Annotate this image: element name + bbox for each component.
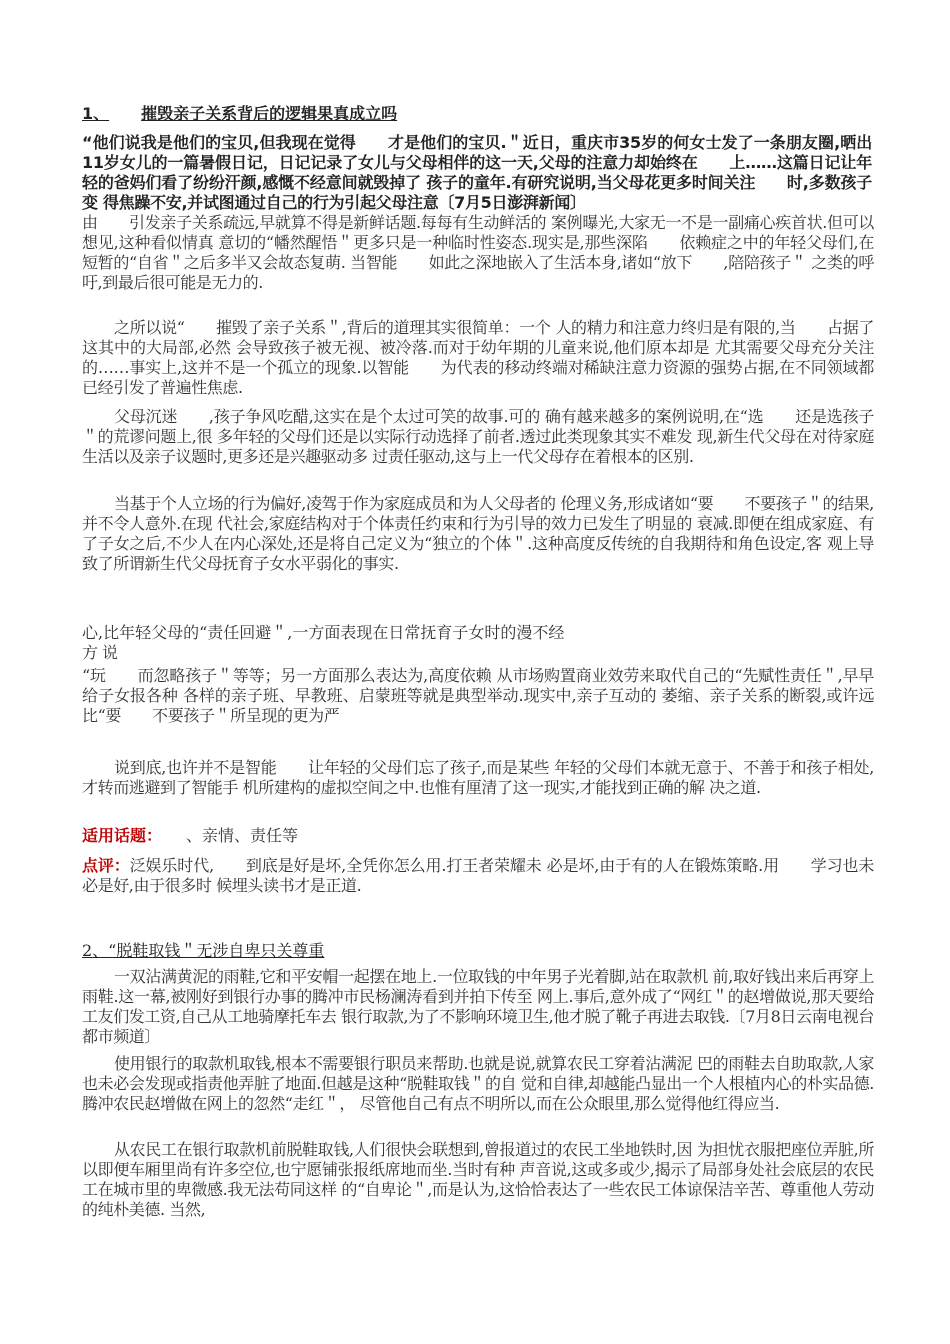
topic-label: 适用话题： (82, 826, 155, 845)
section1-number: 1、 (82, 104, 110, 123)
section1-paragraph-2: 之所以说“ 摧毁了亲子关系＂,背后的道理其实很简单：一个 人的精力和注意力终归是有限的,当 占据了这其中的大局部,必然 会导致孩子被无视、被冷落.而对于幼年期的儿童来说,他们原本却是 尤其需要父母充分关注的……事实上,这并不是一个孤立的现象.以智能 为代表的移动终端对稀缺注意力资源的强势占据,在不同领域都 已经引发了普遍性焦虑. (82, 318, 874, 397)
section1-fragment-2: 方说 (82, 643, 123, 662)
section2-paragraph-3: 从农民工在银行取款机前脱鞋取钱,人们很快会联想到,曾报道过的农民工坐地铁时,因 为担忧衣服把座位弄脏,所以即便车厢里尚有许多空位,也宁愿铺张报纸席地而坐.当时有种 声音说,这或多或少,揭示了局部身处社会底层的农民工在城市里的卑微感.我无法苟同这样 的“自卑论＂,而是认为,这恰恰表达了一些农民工体谅保洁辛苦、尊重他人劳动的纯朴美德. 当然, (82, 1140, 874, 1219)
topic-text: 、亲情、责任等 (154, 826, 299, 845)
section1-title (82, 101, 397, 124)
topic-line (82, 826, 298, 846)
section1-paragraph-3: 父母沉迷 ,孩子争风吃醋,这实在是个太过可笑的故事.可的 确有越来越多的案例说明,在“选 还是选孩子＂的荒谬问题上,很 多年轻的父母们还是以实际行动选择了前者.透过此类现象其实不难发 现,新生代父母在对待家庭生活以及亲子议题时,更多还是兴趣驱动多 过责任驱动,这与上一代父母存在着根本的区别. (82, 407, 874, 466)
section1-title-text: 摧毁亲子关系背后的逻辑果真成立吗 (141, 104, 398, 123)
comment-paragraph (82, 856, 874, 896)
section1-lead-paragraph: “他们说我是他们的宝贝,但我现在觉得 才是他们的宝贝.＂近日，重庆市35岁的何女士发了一条朋友圈,晒出11岁女儿的一篇暑假日记，日记记录了女儿与父母相伴的这一天,父母的注意力却始终在 上……这篇日记让年轻的爸妈们看了纷纷汗颜,感慨不经意间就毁掉了 孩子的童年.有研究说明,当父母花更多时间关注 时,多数孩子变 得焦躁不安,并试图通过自己的行为引起父母注意〔7月5日澎湃新闻〕 (82, 133, 872, 212)
section1-paragraph-6: 说到底,也许并不是智能 让年轻的父母们忘了孩子,而是某些 年轻的父母们本就无意于、不善于和孩子相处,才转而逃避到了智能手 机所建构的虚拟空间之中.也惟有厘清了这一现实,才能找到正确的解 决之道. (82, 758, 874, 797)
section2-paragraph-1: 一双沾满黄泥的雨鞋,它和平安帽一起摆在地上.一位取钱的中年男子光着脚,站在取款机 前,取好钱出来后再穿上雨鞋.这一幕,被刚好到银行办事的腾冲市民杨澜涛看到并拍下传至 网上.事后,意外成了“网红＂的赵增做说,那天要给工友们发工资,自己从工地骑摩托车去 银行取款,为了不影响环境卫生,他才脱了靴子再进去取钱.〔7月8日云南电视台都市频道〕 (82, 967, 874, 1046)
section1-paragraph-1: 由 引发亲子关系疏远,早就算不得是新鲜话题.每每有生动鲜活的 案例曝光,大家无一不是一副痛心疾首状.但可以想见,这种看似情真 意切的“幡然醒悟＂更多只是一种临时性姿态.现实是,那些深陷 依赖症之中的年轻父母们,在短暂的“自省＂之后多半又会故态复萌. 当智能 如此之深地嵌入了生活本身,诸如“放下 ,陪陪孩子＂ 之类的呼吁,到最后很可能是无力的. (82, 213, 874, 292)
section1-fragment-1: 心,比年轻父母的“责任回避＂,一方面表现在日常抚育子女时的漫不经 (82, 623, 565, 642)
comment-label: 点评： (82, 856, 130, 875)
section2-paragraph-2: 使用银行的取款机取钱,根本不需要银行职员来帮助.也就是说,就算农民工穿着沾满泥 巴的雨鞋去自助取款,人家也未必会发现或指责他弄脏了地面.但越是这种“脱鞋取钱＂的自 觉和自律,却越能凸显出一个人根植内心的朴实品德.腾冲农民赵增做在网上的忽然“走红＂， 尽管他自己有点不明所以,而在公众眼里,那么觉得他红得应当. (82, 1054, 874, 1113)
section1-paragraph-4: 当基于个人立场的行为偏好,凌驾于作为家庭成员和为人父母者的 伦理义务,形成诸如“要 不要孩子＂的结果,并不令人意外.在现 代社会,家庭结构对于个体责任约束和行为引导的效力已发生了明显的 衰减.即便在组成家庭、有了子女之后,不少人在内心深处,还是将自己定义为“独立的个体＂.这种高度反传统的自我期待和角色设定,客 观上导致了所谓新生代父母抚育子女水平弱化的事实. (82, 494, 874, 573)
section2-title: 2、“脱鞋取钱＂无涉自卑只关尊重 (82, 941, 325, 960)
section1-paragraph-5: “玩 而忽略孩子＂等等；另一方面那么表达为,高度依赖 从市场购置商业效劳来取代自己的“先赋性责任＂,早早给子女报各种 各样的亲子班、早教班、启蒙班等就是典型举动.现实中,亲子互动的 萎缩、亲子关系的断裂,或许远比“要 不要孩子＂所呈现的更为严 (82, 666, 874, 725)
comment-text: 泛娱乐时代, 到底是好是坏,全凭你怎么用.打王者荣耀未 必是坏,由于有的人在锻炼策略.用 学习也未必是好,由于很多时 候埋头读书才是正道. (82, 856, 874, 895)
